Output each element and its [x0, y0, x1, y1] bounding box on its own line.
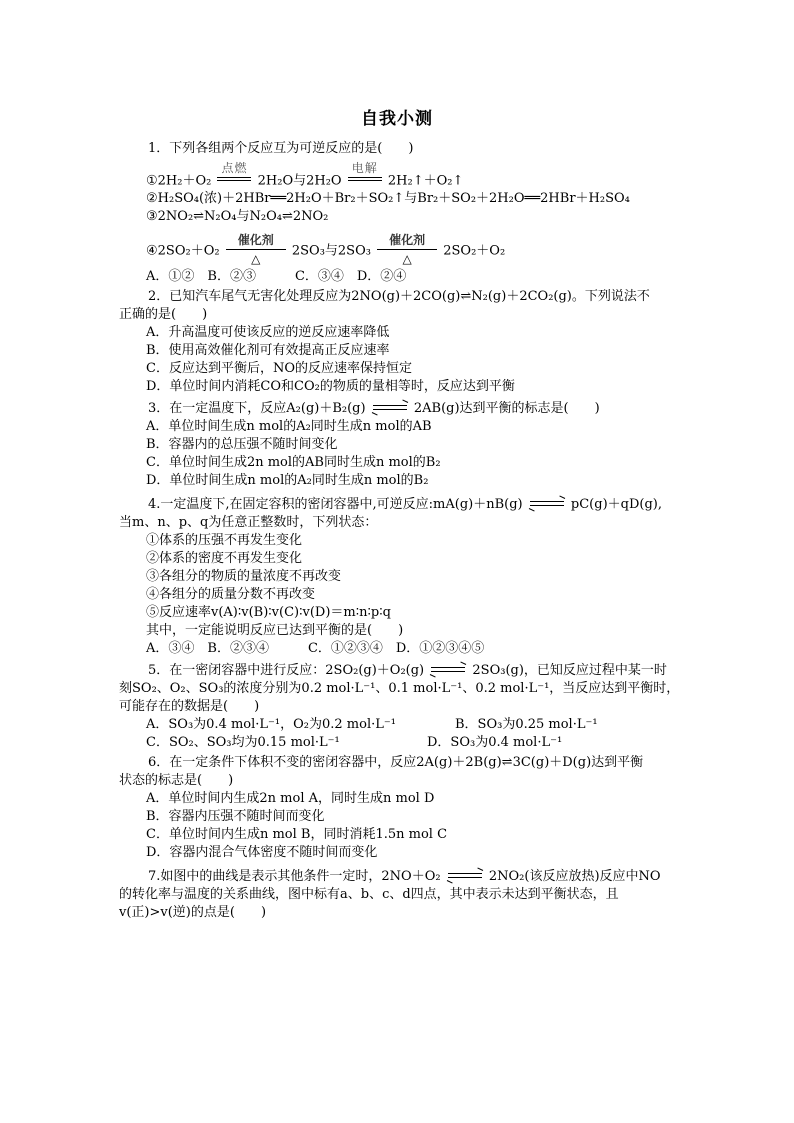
q4-statement-2: ②体系的密度不再发生变化	[146, 551, 303, 566]
q1-item4	[146, 233, 506, 266]
q6-option-c: C．单位时间内生成n mol B，同时消耗1.5n mol C	[146, 827, 448, 842]
q4-statement-4: ④各组分的质量分数不再改变	[146, 587, 316, 602]
q1-item3: ③2NO₂⇌N₂O₄与N₂O₄⇌2NO₂	[146, 209, 329, 224]
q2-stem-line1: 2．已知汽车尾气无害化处理反应为2NO(g)＋2CO(g)⇌N₂(g)＋2CO₂(g)。下列说法不	[148, 289, 650, 304]
q1-item1-mid: 2H₂O与2H₂O	[257, 173, 342, 189]
ignition-label: 点燃	[221, 161, 248, 175]
q2-option-b: B．使用高效催化剂可有效提高正反应速率	[146, 343, 390, 358]
q6-stem-line2: 状态的标志是( )	[119, 773, 234, 788]
q5-stem-line2: 刻SO₂、O₂、SO₃的浓度分别为0.2 mol·L⁻¹、0.1 mol·L⁻¹、0.2 mol·L⁻¹，当反应达到平衡时，	[119, 681, 680, 696]
q6-option-a: A．单位时间内生成2n mol A，同时生成n mol D	[146, 791, 435, 806]
q6-option-d: D．容器内混合气体密度不随时间而变化	[146, 845, 378, 860]
q4-statement-1: ①体系的压强不再发生变化	[146, 533, 303, 548]
q7-stem-line3: v(正)>v(逆)的点是( )	[119, 905, 267, 920]
q5-options-row1	[146, 716, 706, 734]
equilibrium-arrow-icon	[448, 872, 482, 882]
q5-option-a: A．SO₃为0.4 mol·L⁻¹，O₂为0.2 mol·L⁻¹	[146, 717, 396, 732]
catalyst-arrow-2	[377, 233, 437, 266]
catalyst-label-2: 催化剂	[389, 233, 426, 247]
catalyst-label-1: 催化剂	[237, 233, 274, 247]
q4-options: A．③④ B．②③④ C．①②③④ D．①②③④⑤	[146, 641, 485, 656]
q3-option-a: A．单位时间生成n mol的A₂同时生成n mol的AB	[146, 419, 432, 434]
q6-option-b: B．容器内压强不随时间而变化	[146, 809, 325, 824]
page-title: 自我小测	[361, 109, 433, 129]
q4-stem	[148, 496, 662, 514]
q3-stem	[148, 400, 600, 418]
q3-option-c: C．单位时间生成2n mol的AB同时生成n mol的B₂	[146, 455, 441, 470]
q5-option-d: D．SO₃为0.4 mol·L⁻¹	[427, 735, 563, 750]
q1-item4-mid: 2SO₃与2SO₃	[291, 243, 371, 259]
q1-item1-left: ①2H₂＋O₂	[146, 173, 212, 189]
q7-stem-right: 2NO₂(该反应放热)反应中NO	[488, 869, 661, 884]
q5-options-row2	[146, 734, 706, 752]
heat-triangle-icon: △	[251, 252, 261, 266]
equilibrium-arrow-icon	[431, 666, 465, 676]
q7-stem	[148, 868, 661, 886]
equilibrium-arrow-icon	[530, 500, 564, 510]
q4-ask: 其中，一定能说明反应已达到平衡的是( )	[146, 623, 404, 638]
q1-item2: ②H₂SO₄(浓)＋2HBr══2H₂O＋Br₂＋SO₂↑与Br₂＋SO₂＋2H₂O══2HBr＋H₂SO₄	[146, 191, 630, 206]
q4-stem-right: pC(g)＋qD(g),	[570, 497, 662, 512]
q5-stem-left: 5．在一密闭容器中进行反应：2SO₂(g)＋O₂(g)	[148, 663, 425, 678]
equilibrium-arrow-icon	[373, 404, 407, 414]
catalyst-arrow-1	[226, 233, 286, 266]
q6-stem-line1: 6．在一定条件下体积不变的密闭容器中，反应2A(g)＋2B(g)⇌3C(g)＋D(g)达到平衡	[148, 755, 644, 770]
q5-stem	[148, 662, 667, 680]
q5-stem-line3: 可能存在的数据是( )	[119, 699, 260, 714]
q2-option-c: C．反应达到平衡后，NO的反应速率保持恒定	[146, 361, 412, 376]
electrolysis-arrow	[348, 161, 382, 187]
q2-stem-line2: 正确的是( )	[119, 307, 208, 322]
q1-options: A．①② B．②③ C．③④ D．②④	[146, 269, 407, 284]
q7-stem-left: 7.如图中的曲线是表示其他条件一定时，2NO＋O₂	[148, 869, 441, 884]
ignition-arrow	[217, 161, 251, 187]
q1-stem: 1．下列各组两个反应互为可逆反应的是( )	[148, 141, 414, 156]
q2-option-d: D．单位时间内消耗CO和CO₂的物质的量相等时，反应达到平衡	[146, 379, 515, 394]
q4-stem-left: 4.一定温度下,在固定容积的密闭容器中,可逆反应:mA(g)＋nB(g)	[148, 497, 523, 512]
q1-item4-left: ④2SO₂＋O₂	[146, 243, 220, 259]
q3-stem-right: 2AB(g)达到平衡的标志是( )	[413, 401, 600, 416]
q3-stem-left: 3．在一定温度下，反应A₂(g)＋B₂(g)	[148, 401, 366, 416]
q4-statement-5: ⑤反应速率v(A)∶v(B)∶v(C)∶v(D)＝m∶n∶p∶q	[146, 605, 391, 620]
q5-stem-right: 2SO₃(g)，已知反应过程中某一时	[472, 663, 667, 678]
q4-stem-line2: 当m、n、p、q为任意正整数时，下列状态：	[119, 515, 378, 530]
q1-item1-right: 2H₂↑＋O₂↑	[387, 173, 464, 189]
electrolysis-label: 电解	[351, 161, 378, 175]
q5-option-b: B．SO₃为0.25 mol·L⁻¹	[455, 717, 598, 732]
heat-triangle-icon: △	[402, 252, 412, 266]
q1-item4-right: 2SO₂＋O₂	[443, 243, 506, 259]
q7-stem-line2: 的转化率与温度的关系曲线，图中标有a、b、c、d四点，其中表示未达到平衡状态，且	[119, 887, 619, 902]
q4-statement-3: ③各组分的物质的量浓度不再改变	[146, 569, 342, 584]
q3-option-b: B．容器内的总压强不随时间变化	[146, 437, 338, 452]
q3-option-d: D．单位时间生成n mol的A₂同时生成n mol的B₂	[146, 473, 429, 488]
q5-option-c: C．SO₂、SO₃均为0.15 mol·L⁻¹	[146, 735, 340, 750]
q2-option-a: A．升高温度可使该反应的逆反应速率降低	[146, 325, 390, 340]
